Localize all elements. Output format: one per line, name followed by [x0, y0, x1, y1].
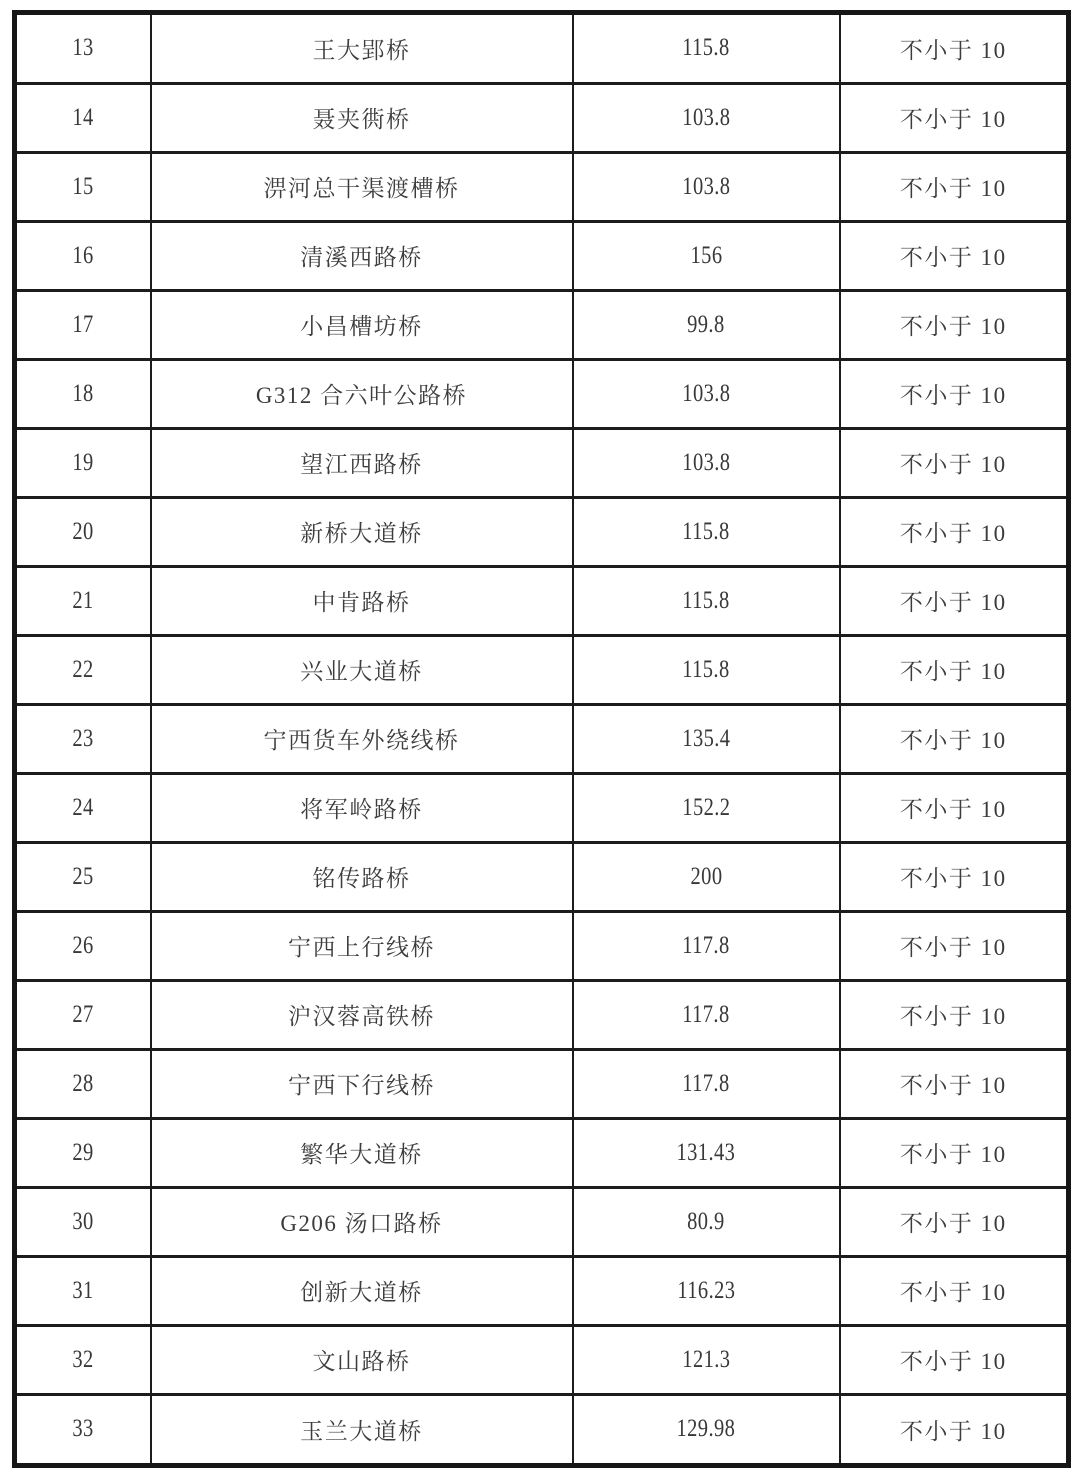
row-number-cell — [15, 566, 151, 635]
bridge-value: 99.8 — [687, 310, 725, 338]
row-number: 29 — [72, 1138, 94, 1166]
bridge-value: 103.8 — [681, 379, 731, 407]
bridge-name: 聂夹衖桥 — [312, 107, 411, 133]
bridge-name: 小昌槽坊桥 — [300, 314, 423, 340]
bridge-value-cell — [573, 1325, 840, 1394]
requirement-text: 不小于 10 — [899, 245, 1007, 271]
row-number-cell — [15, 497, 151, 566]
row-number: 21 — [72, 586, 94, 614]
row-number: 27 — [72, 1000, 94, 1028]
table-row — [15, 1325, 1069, 1394]
bridge-name: 兴业大道桥 — [300, 659, 423, 685]
requirement-text: 不小于 10 — [899, 1142, 1007, 1168]
bridge-name: 宁西货车外绕线桥 — [263, 728, 460, 754]
bridge-name: 创新大道桥 — [300, 1280, 423, 1306]
bridge-value: 103.8 — [681, 103, 731, 131]
bridge-table-body — [15, 13, 1069, 1466]
bridge-name-cell — [151, 359, 573, 428]
bridge-name-cell — [151, 773, 573, 842]
bridge-name-cell — [151, 980, 573, 1049]
row-number: 14 — [72, 103, 94, 131]
table-row — [15, 152, 1069, 221]
table-row — [15, 980, 1069, 1049]
bridge-value: 117.8 — [682, 931, 730, 959]
row-number-cell — [15, 152, 151, 221]
bridge-value-cell — [573, 773, 840, 842]
requirement-cell — [840, 842, 1069, 911]
requirement-text: 不小于 10 — [899, 866, 1007, 892]
row-number-cell — [15, 704, 151, 773]
bridge-value-cell — [573, 704, 840, 773]
requirement-cell — [840, 1049, 1069, 1118]
bridge-value: 200 — [690, 862, 722, 890]
row-number-cell — [15, 911, 151, 980]
bridge-name-cell — [151, 497, 573, 566]
bridge-value-cell — [573, 13, 840, 84]
bridge-value-cell — [573, 1394, 840, 1465]
row-number-cell — [15, 980, 151, 1049]
bridge-value-cell — [573, 428, 840, 497]
bridge-name: 玉兰大道桥 — [300, 1418, 423, 1444]
requirement-text: 不小于 10 — [899, 1280, 1007, 1306]
bridge-name: 沪汉蓉高铁桥 — [288, 1004, 435, 1030]
bridge-name-cell — [151, 1118, 573, 1187]
requirement-cell — [840, 1187, 1069, 1256]
row-number: 31 — [72, 1276, 94, 1304]
bridge-name: 将军岭路桥 — [300, 797, 423, 823]
bridge-value: 115.8 — [682, 517, 730, 545]
requirement-cell — [840, 221, 1069, 290]
requirement-text: 不小于 10 — [899, 1349, 1007, 1375]
row-number-cell — [15, 83, 151, 152]
bridge-value-cell — [573, 911, 840, 980]
bridge-name-cell — [151, 1187, 573, 1256]
bridge-value-cell — [573, 566, 840, 635]
bridge-name: 铭传路桥 — [312, 866, 411, 892]
bridge-value-cell — [573, 842, 840, 911]
row-number: 26 — [72, 931, 94, 959]
bridge-value: 117.8 — [682, 1069, 730, 1097]
bridge-value-cell — [573, 290, 840, 359]
row-number: 22 — [72, 655, 94, 683]
table-row — [15, 1049, 1069, 1118]
table-row — [15, 566, 1069, 635]
bridge-value-cell — [573, 497, 840, 566]
row-number-cell — [15, 13, 151, 84]
bridge-value: 115.8 — [682, 586, 730, 614]
bridge-name: 新桥大道桥 — [300, 521, 423, 547]
row-number-cell — [15, 635, 151, 704]
bridge-value: 156 — [690, 241, 722, 269]
table-row — [15, 497, 1069, 566]
requirement-text: 不小于 10 — [899, 797, 1007, 823]
table-row — [15, 911, 1069, 980]
bridge-name: G312 合六叶公路桥 — [255, 383, 468, 409]
row-number-cell — [15, 1256, 151, 1325]
requirement-text: 不小于 10 — [899, 1211, 1007, 1237]
table-row — [15, 13, 1069, 84]
requirement-text: 不小于 10 — [899, 1073, 1007, 1099]
row-number-cell — [15, 1049, 151, 1118]
bridge-name: 繁华大道桥 — [300, 1142, 423, 1168]
bridge-value-cell — [573, 1118, 840, 1187]
requirement-cell — [840, 497, 1069, 566]
row-number: 15 — [72, 172, 94, 200]
row-number: 28 — [72, 1069, 94, 1097]
requirement-text: 不小于 10 — [899, 659, 1007, 685]
requirement-cell — [840, 911, 1069, 980]
bridge-value: 129.98 — [676, 1415, 736, 1443]
bridge-value-cell — [573, 152, 840, 221]
requirement-cell — [840, 83, 1069, 152]
bridge-value-cell — [573, 1256, 840, 1325]
requirement-text: 不小于 10 — [899, 590, 1007, 616]
table-row — [15, 359, 1069, 428]
bridge-name: G206 汤口路桥 — [280, 1211, 443, 1237]
row-number-cell — [15, 842, 151, 911]
requirement-cell — [840, 635, 1069, 704]
requirement-cell — [840, 566, 1069, 635]
bridge-name-cell — [151, 428, 573, 497]
row-number: 16 — [72, 241, 94, 269]
bridge-name-cell — [151, 566, 573, 635]
table-row — [15, 635, 1069, 704]
table-row — [15, 83, 1069, 152]
table-row — [15, 1256, 1069, 1325]
bridge-value-cell — [573, 635, 840, 704]
bridge-name-cell — [151, 635, 573, 704]
requirement-cell — [840, 428, 1069, 497]
requirement-text: 不小于 10 — [899, 1004, 1007, 1030]
requirement-text: 不小于 10 — [899, 176, 1007, 202]
requirement-cell — [840, 1325, 1069, 1394]
bridge-name-cell — [151, 1325, 573, 1394]
bridge-name: 宁西上行线桥 — [288, 935, 435, 961]
bridge-value-cell — [573, 83, 840, 152]
bridge-name: 中肯路桥 — [312, 590, 411, 616]
requirement-cell — [840, 290, 1069, 359]
row-number: 33 — [72, 1415, 94, 1443]
row-number: 24 — [72, 793, 94, 821]
table-row — [15, 1187, 1069, 1256]
requirement-text: 不小于 10 — [899, 314, 1007, 340]
requirement-text: 不小于 10 — [899, 1418, 1007, 1444]
requirement-cell — [840, 1394, 1069, 1465]
row-number-cell — [15, 1187, 151, 1256]
requirement-text: 不小于 10 — [899, 107, 1007, 133]
requirement-text: 不小于 10 — [899, 521, 1007, 547]
requirement-text: 不小于 10 — [899, 452, 1007, 478]
row-number-cell — [15, 773, 151, 842]
bridge-name: 清溪西路桥 — [300, 245, 423, 271]
requirement-cell — [840, 704, 1069, 773]
row-number: 23 — [72, 724, 94, 752]
bridge-name-cell — [151, 83, 573, 152]
requirement-text: 不小于 10 — [899, 728, 1007, 754]
bridge-value: 135.4 — [681, 724, 731, 752]
bridge-name-cell — [151, 1256, 573, 1325]
row-number-cell — [15, 1325, 151, 1394]
bridge-name-cell — [151, 842, 573, 911]
row-number-cell — [15, 290, 151, 359]
table-row — [15, 842, 1069, 911]
row-number-cell — [15, 1118, 151, 1187]
row-number: 32 — [72, 1345, 94, 1373]
bridge-name: 望江西路桥 — [300, 452, 423, 478]
bridge-value: 80.9 — [687, 1207, 725, 1235]
row-number: 18 — [72, 379, 94, 407]
bridge-name-cell — [151, 1049, 573, 1118]
bridge-name-cell — [151, 290, 573, 359]
bridge-name-cell — [151, 911, 573, 980]
bridge-value-cell — [573, 359, 840, 428]
bridge-name-cell — [151, 1394, 573, 1465]
requirement-cell — [840, 1256, 1069, 1325]
bridge-name: 文山路桥 — [312, 1349, 411, 1375]
table-row — [15, 1394, 1069, 1465]
bridge-value: 152.2 — [681, 793, 731, 821]
bridge-table — [12, 10, 1071, 1468]
row-number: 20 — [72, 517, 94, 545]
row-number: 17 — [72, 310, 94, 338]
bridge-name: 宁西下行线桥 — [288, 1073, 435, 1099]
row-number: 25 — [72, 862, 94, 890]
requirement-text: 不小于 10 — [899, 37, 1007, 63]
requirement-cell — [840, 980, 1069, 1049]
bridge-value: 115.8 — [682, 34, 730, 62]
row-number: 13 — [72, 34, 94, 62]
bridge-value: 103.8 — [681, 448, 731, 476]
table-row — [15, 221, 1069, 290]
bridge-value-cell — [573, 1187, 840, 1256]
bridge-value: 103.8 — [681, 172, 731, 200]
requirement-text: 不小于 10 — [899, 935, 1007, 961]
table-row — [15, 1118, 1069, 1187]
table-row — [15, 704, 1069, 773]
bridge-value-cell — [573, 1049, 840, 1118]
row-number: 30 — [72, 1207, 94, 1235]
row-number-cell — [15, 1394, 151, 1465]
row-number-cell — [15, 221, 151, 290]
bridge-value: 115.8 — [682, 655, 730, 683]
bridge-value: 121.3 — [681, 1345, 731, 1373]
bridge-value-cell — [573, 980, 840, 1049]
requirement-cell — [840, 152, 1069, 221]
bridge-name-cell — [151, 704, 573, 773]
table-row — [15, 773, 1069, 842]
requirement-text: 不小于 10 — [899, 383, 1007, 409]
bridge-value: 117.8 — [682, 1000, 730, 1028]
bridge-name: 淠河总干渠渡槽桥 — [263, 176, 460, 202]
bridge-name-cell — [151, 13, 573, 84]
table-row — [15, 428, 1069, 497]
row-number-cell — [15, 359, 151, 428]
bridge-value-cell — [573, 221, 840, 290]
row-number-cell — [15, 428, 151, 497]
row-number: 19 — [72, 448, 94, 476]
requirement-cell — [840, 13, 1069, 84]
bridge-name-cell — [151, 221, 573, 290]
requirement-cell — [840, 1118, 1069, 1187]
bridge-name: 王大郢桥 — [312, 37, 411, 63]
bridge-value: 131.43 — [676, 1138, 736, 1166]
bridge-value: 116.23 — [676, 1276, 736, 1304]
requirement-cell — [840, 359, 1069, 428]
table-row — [15, 290, 1069, 359]
bridge-name-cell — [151, 152, 573, 221]
requirement-cell — [840, 773, 1069, 842]
